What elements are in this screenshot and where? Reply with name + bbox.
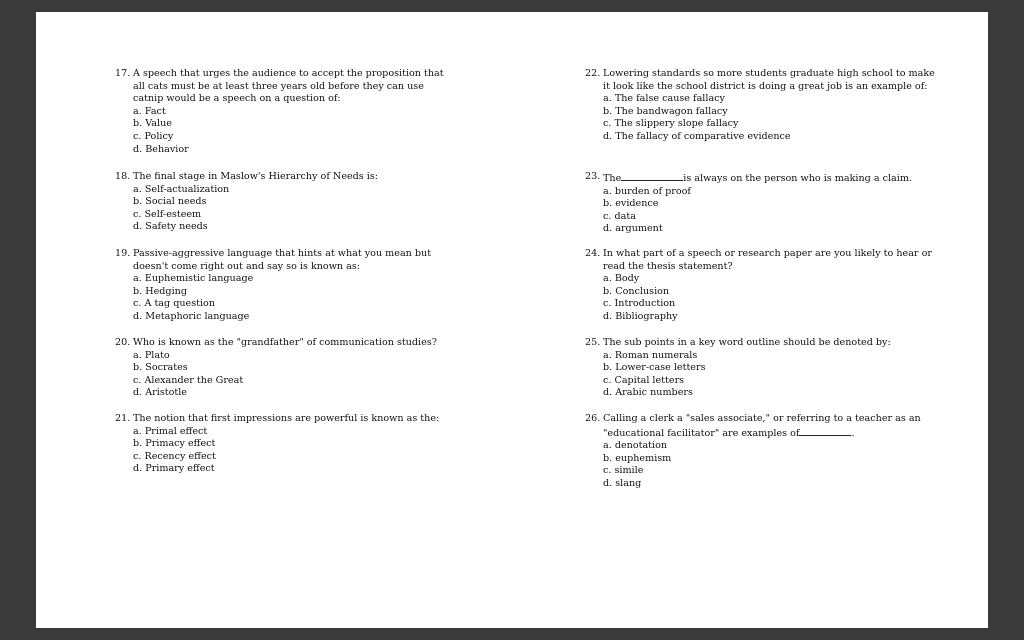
question-stem: Lowering standards so more students graduate high school to make it look like the school district is doing a great job is an example of: — [603, 68, 935, 92]
answer-options — [115, 273, 455, 323]
option-b: b. Lower-case letters — [603, 362, 706, 374]
option-c: c. simile — [603, 465, 644, 477]
option-c: c. The slippery slope fallacy — [603, 118, 739, 130]
option-c: c. Introduction — [603, 298, 676, 310]
question-number: 26. — [585, 413, 601, 424]
question-18 — [115, 171, 455, 234]
option-b: b. Primacy effect — [133, 438, 216, 450]
question-stem-end: is always on the person who is making a claim. — [683, 173, 912, 184]
option-b: b. The bandwagon fallacy — [603, 105, 728, 117]
answer-options — [115, 106, 455, 156]
question-stem: Who is known as the "grandfather" of communication studies? — [133, 337, 437, 348]
question-24 — [585, 248, 935, 324]
question-25 — [585, 337, 935, 400]
option-b: b. Social needs — [133, 196, 207, 208]
option-d: d. Primary effect — [133, 463, 215, 475]
option-a: a. Euphemistic language — [133, 273, 254, 285]
question-number: 21. — [115, 413, 131, 424]
option-b: b. Conclusion — [603, 285, 670, 297]
answer-options — [115, 426, 455, 476]
document-page — [36, 12, 988, 628]
option-b: b. euphemism — [603, 452, 672, 464]
question-stem: Passive-aggressive language that hints at what you mean but doesn't come right out and say so is known as: — [133, 248, 432, 272]
option-c: c. Recency effect — [133, 450, 216, 462]
option-a: a. The false cause fallacy — [603, 93, 725, 105]
question-stem: A speech that urges the audience to accept the proposition that all cats must be at least three years old before they can use catnip would be a speech on a question of: — [133, 68, 444, 105]
option-c: c. Alexander the Great — [133, 374, 244, 386]
option-d: d. Metaphoric language — [133, 310, 250, 322]
question-number: 24. — [585, 248, 601, 259]
option-b: b. evidence — [603, 198, 659, 210]
option-c: c. A tag question — [133, 298, 216, 310]
option-d: d. Safety needs — [133, 221, 208, 233]
question-stem-start: The — [603, 173, 622, 184]
answer-options — [585, 273, 935, 323]
option-d: d. The fallacy of comparative evidence — [603, 130, 791, 142]
option-b: b. Socrates — [133, 362, 188, 374]
option-d: d. Behavior — [133, 143, 189, 155]
option-d: d. Aristotle — [133, 387, 187, 399]
option-a: a. Fact — [133, 105, 166, 117]
option-c: c. data — [603, 210, 636, 222]
answer-options — [585, 350, 935, 400]
option-a: a. burden of proof — [603, 185, 691, 197]
question-17 — [115, 68, 455, 156]
question-number: 18. — [115, 171, 131, 182]
option-c: c. Self-esteem — [133, 208, 202, 220]
question-number: 20. — [115, 337, 131, 348]
question-stem: The notion that first impressions are powerful is known as the: — [133, 413, 440, 424]
question-stem-end: . — [851, 427, 855, 439]
question-stem-start: Calling a clerk a "sales associate," or referring to a teacher as an "educational facilitator" are examples of — [603, 413, 921, 439]
question-19 — [115, 248, 455, 324]
fill-in-blank — [621, 171, 683, 181]
option-b: b. Value — [133, 118, 172, 130]
answer-options — [585, 440, 935, 490]
question-22 — [585, 68, 935, 144]
option-d: d. argument — [603, 223, 663, 235]
answer-options — [115, 350, 455, 400]
question-21 — [115, 413, 455, 476]
question-number: 23. — [585, 171, 601, 182]
option-a: a. Plato — [133, 349, 170, 361]
option-a: a. Roman numerals — [603, 349, 698, 361]
option-a: a. denotation — [603, 440, 668, 452]
question-stem: The final stage in Maslow's Hierarchy of Needs is: — [133, 171, 379, 182]
option-a: a. Primal effect — [133, 425, 208, 437]
answer-options — [585, 186, 935, 236]
option-d: d. Bibliography — [603, 310, 678, 322]
answer-options — [115, 184, 455, 234]
option-a: a. Self-actualization — [133, 183, 230, 195]
option-c: c. Capital letters — [603, 374, 685, 386]
option-d: d. slang — [603, 477, 642, 489]
question-number: 19. — [115, 248, 131, 259]
question-23 — [585, 171, 935, 236]
question-number: 22. — [585, 68, 601, 79]
option-c: c. Policy — [133, 130, 174, 142]
question-stem: The sub points in a key word outline should be denoted by: — [603, 337, 891, 348]
option-d: d. Arabic numbers — [603, 387, 693, 399]
question-number: 25. — [585, 337, 601, 348]
fill-in-blank — [799, 426, 851, 436]
question-20 — [115, 337, 455, 400]
answer-options — [585, 93, 935, 143]
question-stem: In what part of a speech or research paper are you likely to hear or read the thesis statement? — [603, 248, 932, 272]
question-26 — [585, 413, 935, 491]
option-a: a. Body — [603, 273, 640, 285]
option-b: b. Hedging — [133, 285, 187, 297]
question-number: 17. — [115, 68, 131, 79]
